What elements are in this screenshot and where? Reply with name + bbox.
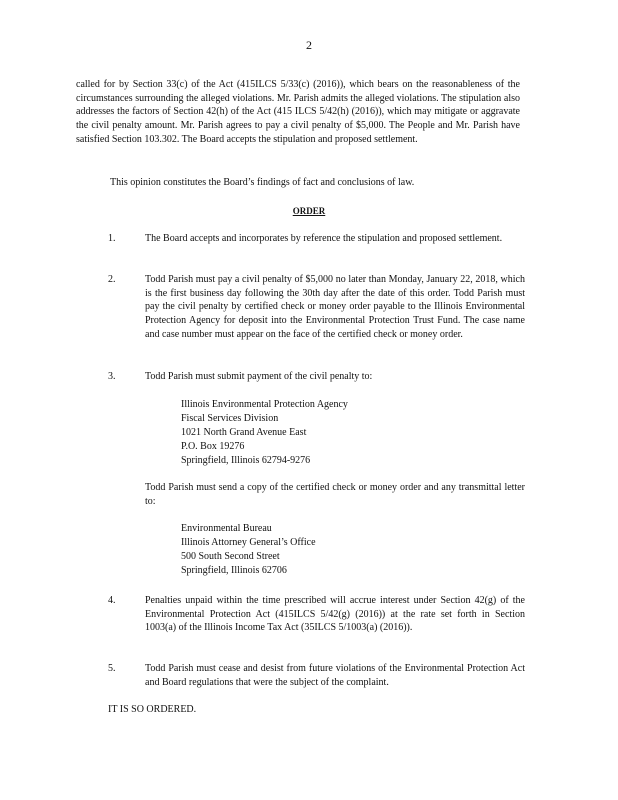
address-line: 1021 North Grand Avenue East: [181, 427, 307, 438]
item-text: Penalties unpaid within the time prescribed will accrue interest under Section 42(g) of the Environmental Protection Act (415ILCS 5/42(g) (2016)) at the rate set forth in Section 1003(a) of the Illinois Income Tax Act (35ILCS 5/1003(a) (2016)).: [145, 595, 525, 634]
copy-instruction-text: Todd Parish must send a copy of the certified check or money order and any transmittal letter to:: [145, 482, 525, 507]
item-number: 2.: [108, 274, 116, 285]
item-number: 5.: [108, 663, 116, 674]
item-text: The Board accepts and incorporates by reference the stipulation and proposed settlement.: [145, 233, 503, 244]
item-number: 4.: [108, 595, 116, 606]
closing-statement: IT IS SO ORDERED.: [108, 704, 197, 715]
item-text: Todd Parish must cease and desist from future violations of the Environmental Protection Act and Board regulations that were the subject of the complaint.: [145, 663, 525, 688]
address-line: Fiscal Services Division: [181, 413, 279, 424]
paragraph-continuation: called for by Section 33(c) of the Act (415ILCS 5/33(c) (2016)), which bears on the reasonableness of the circumstances surrounding the alleged violations. Mr. Parish admits the alleged violations. The stipulation also addresses the factors of Section 42(h) of the Act (415 ILCS 5/42(h) (2016)), which may mitigate or aggravate the civil penalty amount. Mr. Parish agrees to pay a civil penalty of $5,000. The People and Mr. Parish have satisfied Section 103.302. The Board accepts the stipulation and proposed settlement.: [76, 79, 520, 145]
address-line: Illinois Environmental Protection Agency: [181, 399, 348, 410]
item-text: Todd Parish must submit payment of the civil penalty to:: [145, 371, 373, 382]
order-heading: [0, 206, 618, 216]
copy-address: [181, 522, 316, 578]
address-line: Springfield, Illinois 62706: [181, 565, 287, 576]
item-number: 1.: [108, 233, 116, 244]
address-line: Environmental Bureau: [181, 523, 272, 534]
item-number: 3.: [108, 371, 116, 382]
address-line: Illinois Attorney General’s Office: [181, 537, 316, 548]
address-line: Springfield, Illinois 62794-9276: [181, 455, 311, 466]
payment-address: [181, 398, 348, 468]
item-text: Todd Parish must pay a civil penalty of $5,000 no later than Monday, January 22, 2018, which is the first business day following the 30th day after the date of this order. Todd Parish must pay the civil penalty by certified check or money order payable to the Illinois Environmental Protection Agency for deposit into the Environmental Protection Trust Fund. The case name and case number must appear on the face of the certified check or money order.: [145, 274, 525, 340]
order-heading-text: ORDER: [292, 206, 326, 216]
address-line: 500 South Second Street: [181, 551, 280, 562]
paragraph-findings: This opinion constitutes the Board’s findings of fact and conclusions of law.: [110, 177, 415, 188]
address-line: P.O. Box 19276: [181, 441, 245, 452]
page-number: 2: [306, 38, 312, 52]
